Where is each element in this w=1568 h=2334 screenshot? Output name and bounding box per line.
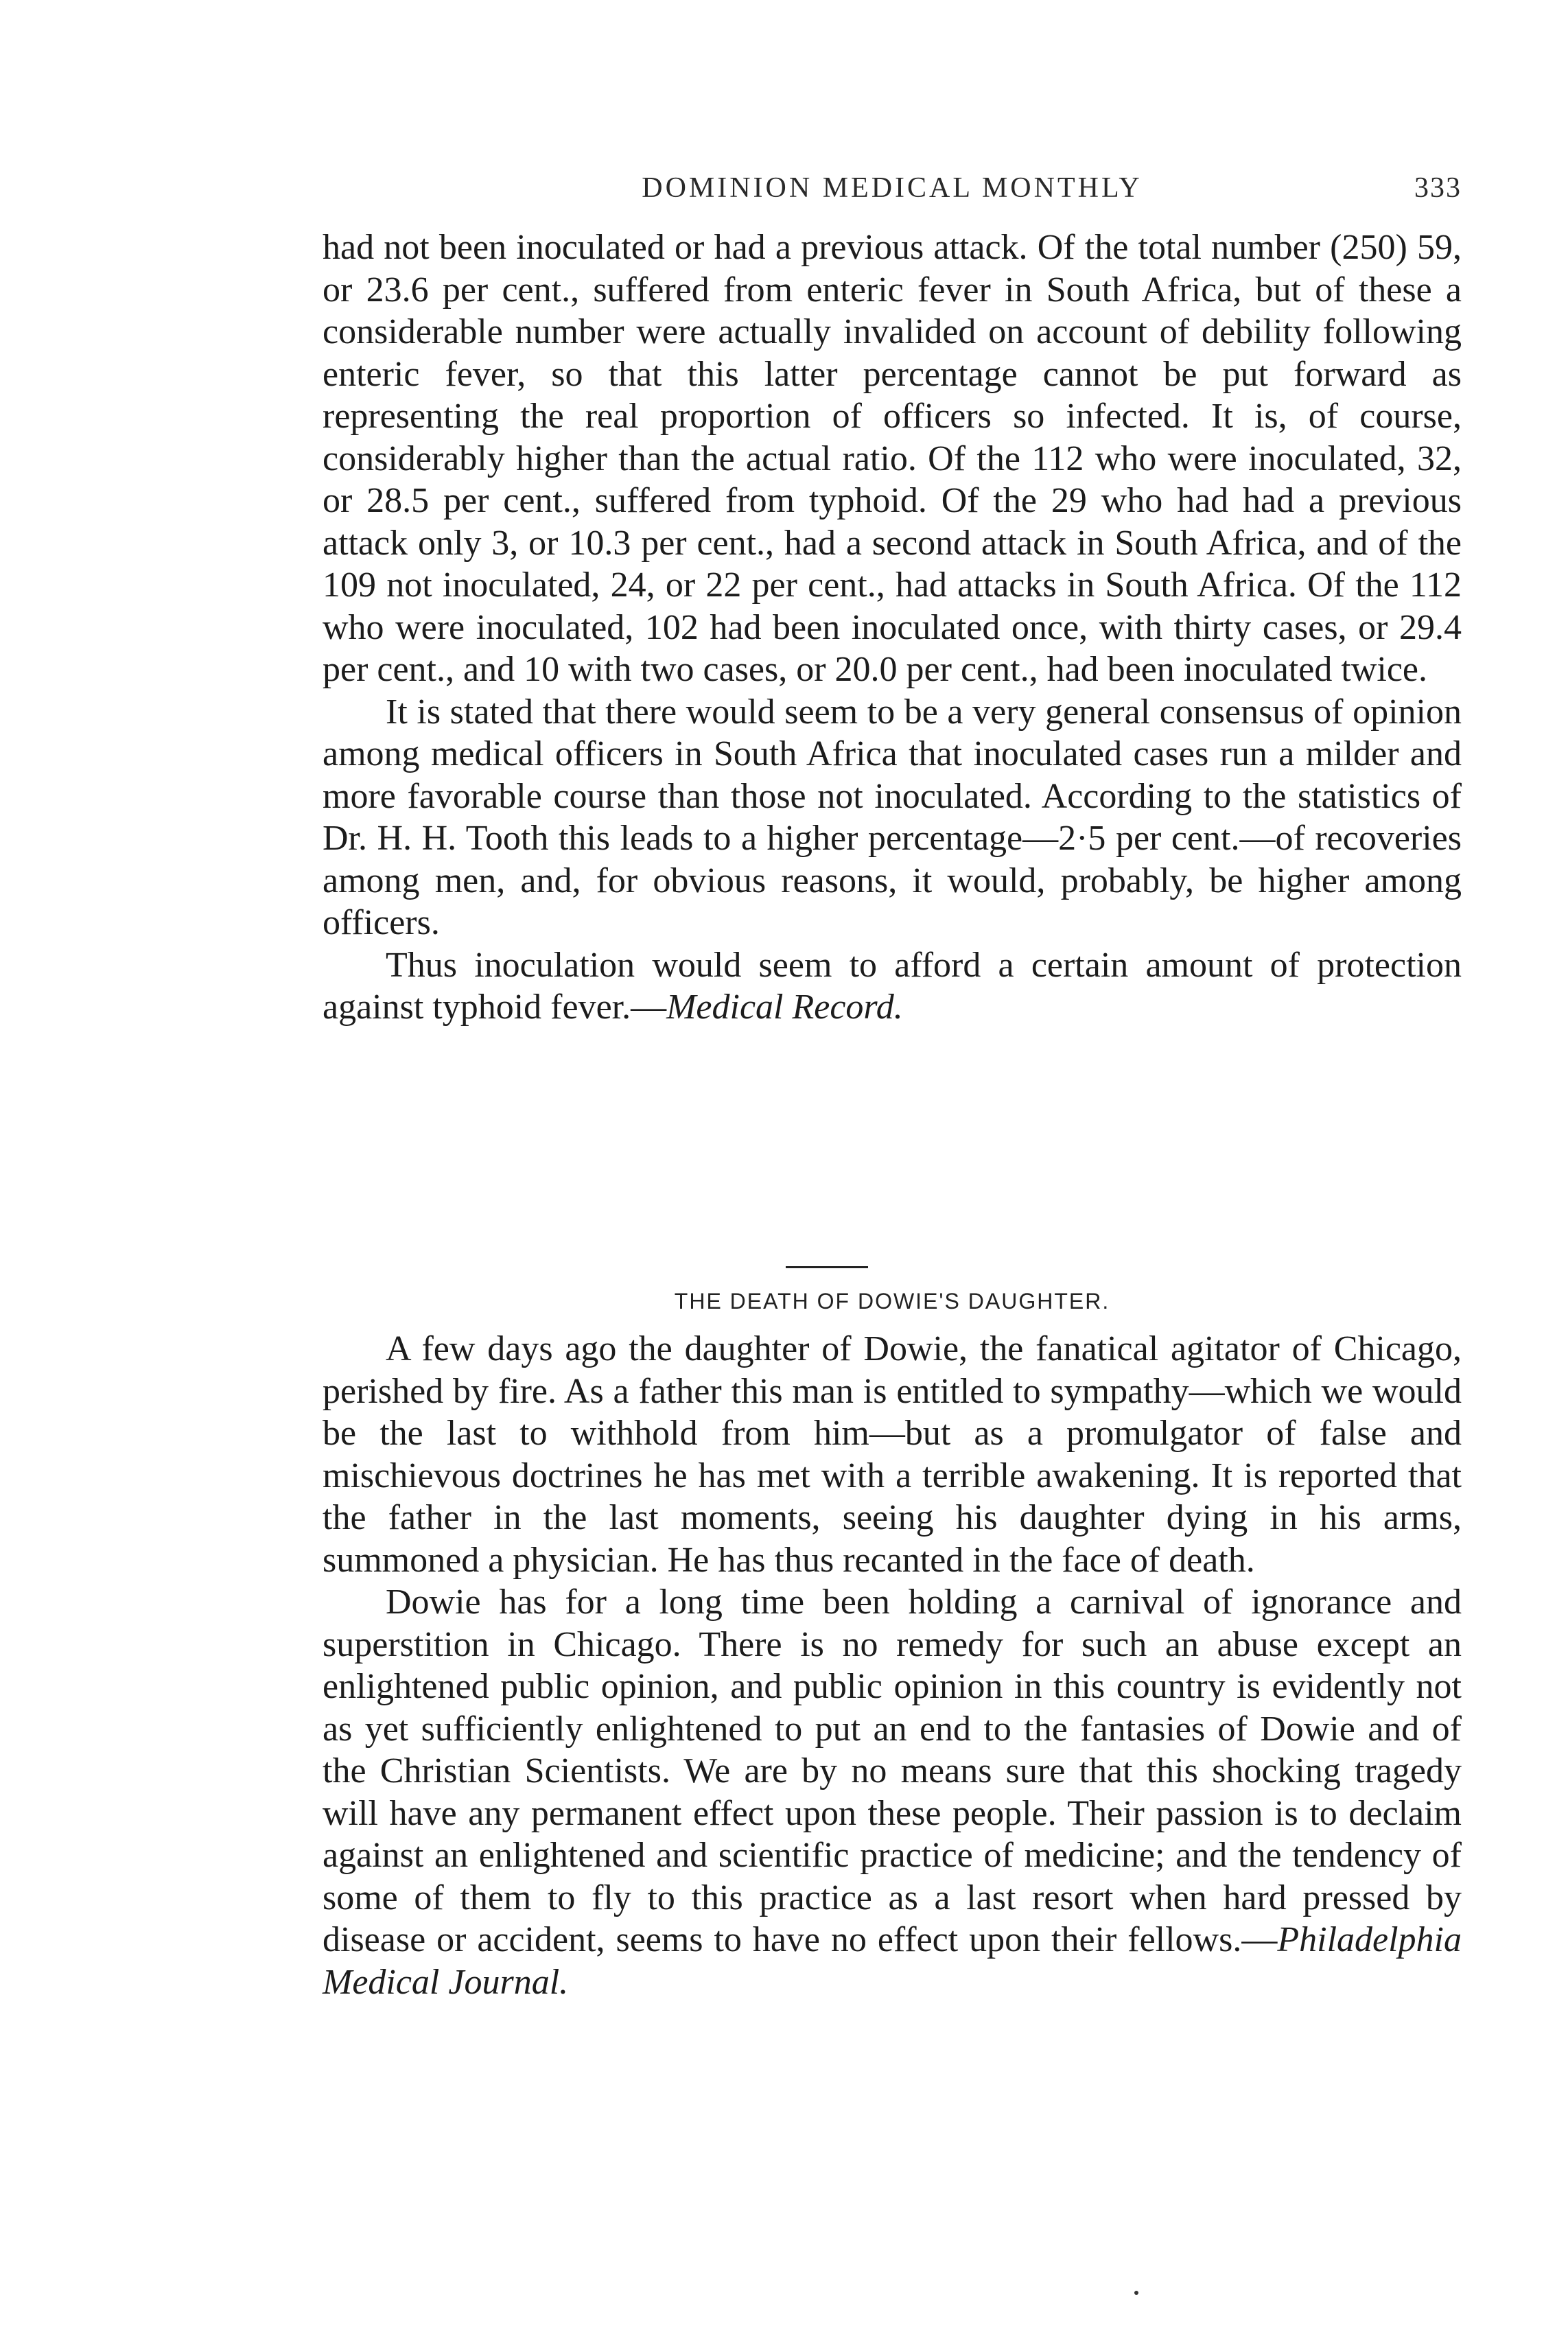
source-citation: Philadelphia Medical Journal. xyxy=(323,1920,1462,2002)
paragraph: A few days ago the daughter of Dowie, the fanatical agitator of Chicago, perished by fire. As a father this man is entitled to sympathy—which we would be the last to withhold from him—but as a promulgator of false and mischievous doctrines he has met with a terrible awakening. It is reported that the father in the last moments, seeing his daughter dying in his arms, summoned a physician. He has thus recanted in the face of death. xyxy=(323,1329,1462,1580)
source-citation: Medical Record. xyxy=(666,988,903,1027)
paragraph-text: Thus inoculation would seem to afford a certain amount of protection against typhoid fever.— xyxy=(323,945,1462,1027)
article-dowie-daughter xyxy=(323,1328,1462,2003)
page-number: 333 xyxy=(1414,172,1462,204)
article-title: THE DEATH OF DOWIE'S DAUGHTER. xyxy=(674,1289,1110,1314)
paragraph: It is stated that there would seem to be a very general consensus of opinion among medical officers in South Africa that inoculated cases run a milder and more favorable course than those not inoculated. According to the statistics of Dr. H. H. Tooth this leads to a higher percentage—2·5 per cent.—of recoveries among men, and, for obvious reasons, it would, probably, be higher among officers. xyxy=(323,692,1462,942)
running-head: DOMINION MEDICAL MONTHLY xyxy=(642,172,1143,204)
article-typhoid-inoculation xyxy=(323,226,1462,1029)
paragraph-with-source xyxy=(323,944,1462,1029)
paragraph: had not been inoculated or had a previous attack. Of the total number (250) 59, or 23.6 per cent., suffered from enteric fever in South Africa, but of these a considerable number were actually invalided on account of debility following enteric fever, so that this latter percentage cannot be put forward as representing the real proportion of officers so infected. It is, of course, considerably higher than the actual ratio. Of the 112 who were inoculated, 32, or 28.5 per cent., suffered from typhoid. Of the 29 who had had a previous attack only 3, or 10.3 per cent., had a second attack in South Africa, and of the 109 not inoculated, 24, or 22 per cent., had attacks in South Africa. Of the 112 who were inoculated, 102 had been inoculated once, with thirty cases, or 29.4 per cent., and 10 with two cases, or 20.0 per cent., had been inoculated twice. xyxy=(323,228,1462,689)
paragraph-text: Dowie has for a long time been holding a carnival of ignorance and superstition in Chicago. There is no remedy for such an abuse except an enlightened public opinion, and public opinion in this country is evidently not as yet sufficiently enlightened to put an end to the fantasies of Dowie and of the Christian Scientists. We are by no means sure that this shocking tragedy will have any permanent effect upon these people. Their passion is to declaim against an enlightened and scientific practice of medicine; and the tendency of some of them to fly to this practice as a last resort when hard pressed by disease or accident, seems to have no effect upon their fellows.— xyxy=(323,1583,1462,1959)
page-header xyxy=(323,172,1462,213)
paragraph-with-source xyxy=(323,1581,1462,2003)
printer-mark xyxy=(1134,2291,1138,2295)
section-divider xyxy=(786,1266,868,1268)
